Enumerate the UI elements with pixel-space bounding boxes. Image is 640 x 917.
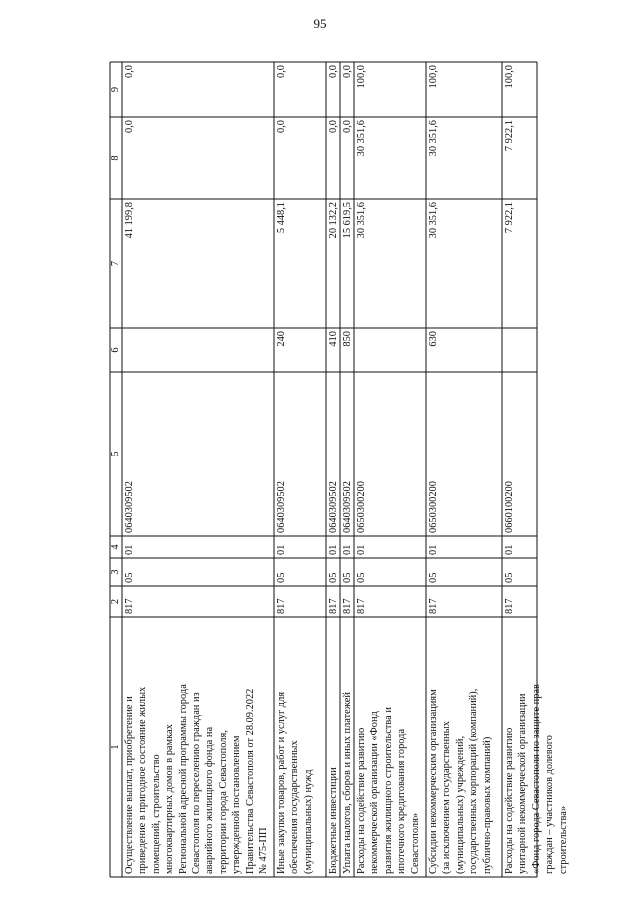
row-4-col-9: 0,0 bbox=[342, 65, 353, 78]
description-line: приведение в пригодное состояние жилых bbox=[137, 686, 149, 874]
description-line: № 475-ПП bbox=[258, 827, 270, 874]
row-7-col-9: 100,0 bbox=[504, 65, 515, 89]
column-header-9: 9 bbox=[110, 86, 121, 93]
row-5-col-3: 05 bbox=[356, 572, 367, 583]
row-3-col-5: 0640309502 bbox=[328, 481, 339, 533]
row-2-col-6: 240 bbox=[276, 331, 287, 347]
row-6-col-8: 30 351,6 bbox=[428, 120, 439, 157]
row-6-description bbox=[427, 619, 501, 874]
column-header-2: 2 bbox=[110, 598, 121, 605]
row-5-col-5: 0650300200 bbox=[356, 481, 367, 533]
description-line: обеспечения государственных bbox=[289, 740, 301, 874]
description-line: Уплата налогов, сборов и иных платежей bbox=[342, 692, 353, 874]
description-line: Региональной адресной программы города bbox=[177, 684, 189, 874]
row-6-col-9: 100,0 bbox=[428, 65, 439, 89]
row-3-col-2: 817 bbox=[328, 598, 339, 614]
description-line: государственных корпораций (компаний), bbox=[468, 688, 480, 874]
row-7-col-6 bbox=[503, 331, 517, 369]
row-1-col-6 bbox=[123, 331, 137, 369]
row-3-col-3: 05 bbox=[328, 572, 339, 583]
description-line: Севастополя» bbox=[409, 812, 421, 874]
row-1-col-4: 01 bbox=[124, 544, 135, 555]
row-3-col-6: 410 bbox=[328, 331, 339, 347]
row-2-description bbox=[275, 619, 325, 874]
description-line: Бюджетные инвестиции bbox=[328, 767, 339, 874]
description-line: многоквартирных домов в рамках bbox=[164, 724, 176, 874]
description-line: Субсидии некоммерческим организациям bbox=[428, 689, 439, 874]
budget-table bbox=[110, 62, 569, 877]
row-4-col-5: 0640309502 bbox=[342, 481, 353, 533]
row-3-col-8: 0,0 bbox=[328, 120, 339, 133]
description-line: Расходы на содействие развитию bbox=[504, 727, 515, 874]
row-2-col-3: 05 bbox=[276, 572, 287, 583]
row-3-description bbox=[327, 619, 339, 874]
row-5-col-2: 817 bbox=[356, 598, 367, 614]
row-2-col-4: 01 bbox=[276, 544, 287, 555]
row-3-col-9: 0,0 bbox=[328, 65, 339, 78]
row-5-col-7: 30 351,6 bbox=[356, 202, 367, 239]
description-line: территории города Севастополя, bbox=[217, 730, 229, 874]
row-6-col-3: 05 bbox=[428, 572, 439, 583]
row-1-col-9: 0,0 bbox=[124, 65, 135, 78]
column-header-8: 8 bbox=[110, 155, 121, 161]
description-line: (за исключением государственных bbox=[441, 721, 453, 874]
row-5-description bbox=[355, 619, 425, 874]
description-line: Севастополя по переселению граждан из bbox=[191, 692, 203, 874]
rotated-table-content bbox=[110, 62, 569, 877]
row-7-col-2: 817 bbox=[504, 598, 515, 614]
description-line: аварийного жилищного фонда на bbox=[204, 726, 216, 874]
description-line: некоммерческой организации «Фонд bbox=[369, 711, 381, 874]
row-7-col-3: 05 bbox=[504, 572, 515, 583]
row-7-col-4: 01 bbox=[504, 544, 515, 555]
description-line: Иные закупки товаров, работ и услуг для bbox=[276, 691, 287, 874]
row-7-col-7: 7 922,1 bbox=[504, 202, 515, 234]
description-line: Осуществление выплат, приобретение и bbox=[124, 696, 135, 874]
description-line: Расходы на содействие развитию bbox=[356, 727, 367, 874]
description-line: Правительства Севастополя от 28.09.2022 bbox=[244, 688, 256, 874]
row-1-description bbox=[123, 619, 273, 874]
row-5-col-8: 30 351,6 bbox=[356, 120, 367, 157]
row-4-col-4: 01 bbox=[342, 544, 353, 555]
row-1-col-2: 817 bbox=[124, 598, 135, 614]
row-1-col-3: 05 bbox=[124, 572, 135, 583]
row-6-col-7: 30 351,6 bbox=[428, 202, 439, 239]
description-line: граждан – участников долевого bbox=[544, 735, 556, 874]
row-7-col-8: 7 922,1 bbox=[504, 120, 515, 152]
description-line: публично-правовых компаний) bbox=[481, 736, 493, 874]
row-4-col-2: 817 bbox=[342, 598, 353, 614]
row-5-col-6 bbox=[355, 331, 369, 369]
row-2-col-7: 5 448,1 bbox=[276, 202, 287, 234]
row-4-col-8: 0,0 bbox=[342, 120, 353, 133]
description-line: развития жилищного строительства и bbox=[382, 707, 394, 874]
row-1-col-5: 0640309502 bbox=[124, 481, 135, 533]
row-2-col-5: 0640309502 bbox=[276, 481, 287, 533]
page-number: 95 bbox=[313, 16, 327, 31]
description-line: унитарной некоммерческой организации bbox=[517, 693, 529, 874]
column-header-7: 7 bbox=[110, 260, 121, 267]
description-line: утвержденной постановлением bbox=[231, 735, 243, 874]
row-7-col-5: 0660100200 bbox=[504, 481, 515, 533]
row-4-col-7: 15 619,5 bbox=[342, 202, 353, 239]
description-line: ипотечного кредитования города bbox=[396, 728, 408, 874]
row-6-col-6: 630 bbox=[428, 331, 439, 347]
row-5-col-4: 01 bbox=[356, 544, 367, 555]
column-header-5: 5 bbox=[110, 451, 121, 457]
column-header-3: 3 bbox=[110, 569, 121, 575]
column-header-6: 6 bbox=[110, 347, 121, 353]
description-line: строительства» bbox=[557, 805, 569, 874]
description-line: помещений, строительство bbox=[150, 754, 162, 874]
row-7-description bbox=[503, 619, 569, 874]
row-6-col-4: 01 bbox=[428, 544, 439, 555]
row-6-col-5: 0650300200 bbox=[428, 481, 439, 533]
row-4-col-6: 850 bbox=[342, 331, 353, 347]
row-4-col-3: 05 bbox=[342, 572, 353, 583]
row-2-col-9: 0,0 bbox=[276, 65, 287, 78]
row-4-description bbox=[341, 619, 353, 874]
column-header-4: 4 bbox=[110, 544, 121, 550]
description-line: (муниципальных) нужд bbox=[302, 769, 314, 874]
column-header-1: 1 bbox=[110, 744, 121, 750]
description-line: «Фонд города Севастополя по защите прав bbox=[530, 684, 542, 874]
description-line: (муниципальных) учреждений, bbox=[454, 735, 466, 874]
row-2-col-2: 817 bbox=[276, 598, 287, 614]
row-2-col-8: 0,0 bbox=[276, 120, 287, 133]
row-1-col-7: 41 199,8 bbox=[124, 202, 135, 239]
row-5-col-9: 100,0 bbox=[356, 65, 367, 89]
row-1-col-8: 0,0 bbox=[124, 120, 135, 133]
row-6-col-2: 817 bbox=[428, 598, 439, 614]
row-3-col-7: 20 132,2 bbox=[328, 202, 339, 239]
row-3-col-4: 01 bbox=[328, 544, 339, 555]
